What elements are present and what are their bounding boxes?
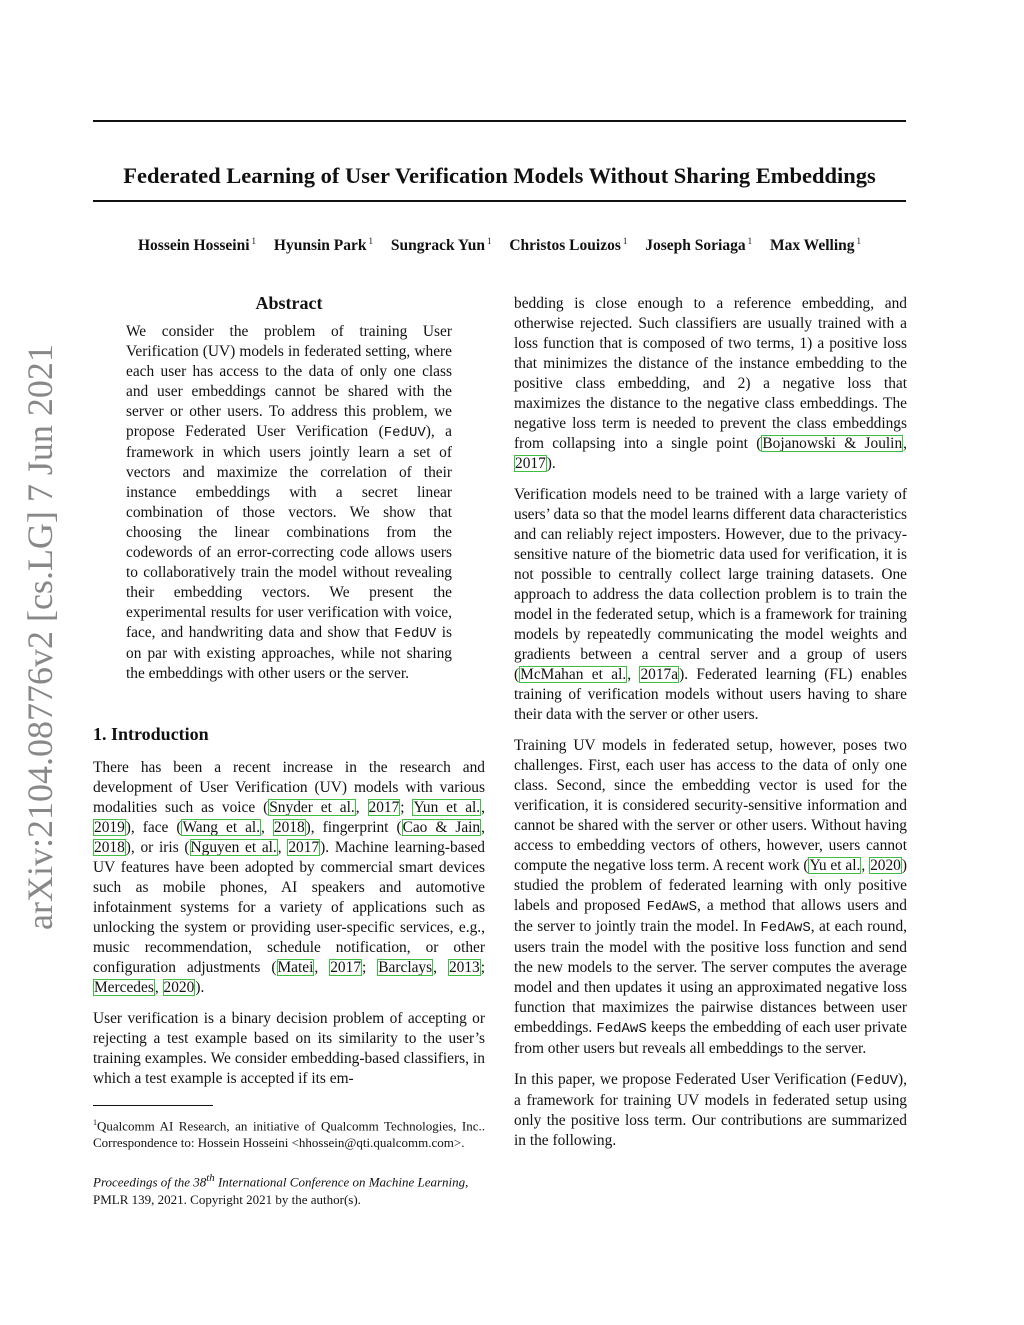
left-column xyxy=(93,290,485,1208)
arxiv-identifier: arXiv:2104.08776v2 [cs.LG] 7 Jun 2021 xyxy=(20,344,60,930)
intro-paragraph: In this paper, we propose Federated User Verification (FedUV), a framework for training UV models in federated setup using only the positive loss term. Our contributions are summarized in the following. xyxy=(514,1071,907,1149)
author-affiliation: 1 xyxy=(747,236,753,246)
citation-link[interactable]: 2017 xyxy=(515,455,546,472)
intro-paragraph: There has been a recent increase in the research and development of User Verification (UV) models with various modalities such as voice (Snyder et al., 2017; Yun et al., 2019), face (Wang et al., 2018), fingerprint (Cao & Jain, 2018), or iris (Nguyen et al., 2017). Machine learning-based UV features have been adopted by commercial smart devices such as mobile phones, AI speakers and automotive infotainment systems for a variety of applications such as unlocking the system or providing user-specific services, e.g., music recommendation, schedule notification, or other configuration adjustments (Matei, 2017; Barclays, 2013; Mercedes, 2020). xyxy=(93,759,486,996)
abstract-text: We consider the problem of training User Verification (UV) models in federated setting, where each user has access to the data of only one class and user embeddings cannot be shared with the server or other users. To address this problem, we propose Federated User Verification (FedUV), a framework in which users jointly learn a set of vectors and maximize the correlation of their instance embeddings with a secret linear combination of those vectors. We show that choosing the linear combinations from the codewords of an error-correcting code allows users to collaboratively train the model without revealing their embedding vectors. We present the experimental results for user verification with voice, face, and handwriting data and show that FedUV is on par with existing approaches, while not sharing the embeddings with other users or the server. xyxy=(126,323,452,682)
paper-title: Federated Learning of User Verification Models Without Sharing Embeddings xyxy=(123,163,876,189)
citation-link[interactable]: 2017 xyxy=(288,839,320,856)
citation-link[interactable]: Snyder et al. xyxy=(269,799,355,816)
author xyxy=(770,237,861,254)
author xyxy=(138,237,256,254)
author-name: Joseph Soriaga xyxy=(645,237,746,254)
footnote: $^1$Qualcomm AI Research, an initiative of Qualcomm Technologies, Inc.. Correspondence to: Hossein Hosseini <hhossein@qti.qualcomm.com>. xyxy=(93,1118,485,1151)
author-affiliation: 1 xyxy=(368,236,374,246)
title-rule-top xyxy=(93,120,906,122)
citation-link[interactable]: 2018 xyxy=(273,819,305,836)
citation-link[interactable]: Wang et al. xyxy=(182,819,261,836)
citation-link[interactable]: Barclays xyxy=(378,959,433,976)
method-name: FedAwS xyxy=(760,920,811,936)
author-name: Sungrack Yun xyxy=(390,237,485,254)
intro-paragraph: Verification models need to be trained with a large variety of users’ data so that the model learns different data characteristics and can reliably reject imposters. However, due to the privacy-sensitive nature of the biometric data used for verification, it is not possible to centrally collect large training datasets. One approach to address the data collection problem is to train the model in the federated setup, which is a framework for training models by repeatedly communicating the model weights and gradients between a central server and a group of users (McMahan et al., 2017a). Federated learning (FL) enables training of verification models without users having to share their data with the server or other users. xyxy=(514,486,908,723)
proceedings-note: Proceedings of the 38th International Conference on Machine Learning, PMLR 139, 2021. Copyright 2021 by the author(s). xyxy=(93,1172,469,1207)
citation-link[interactable]: 2020 xyxy=(870,857,901,874)
citation-link[interactable]: 2020 xyxy=(163,979,195,996)
method-name: FedUV xyxy=(856,1073,899,1089)
author-affiliation: 1 xyxy=(622,236,628,246)
abstract-heading: Abstract xyxy=(255,293,323,313)
method-name: FedAwS xyxy=(596,1021,647,1037)
author xyxy=(274,237,373,254)
author-affiliation: 1 xyxy=(856,236,861,246)
method-name: FedAwS xyxy=(646,899,697,915)
citation-link[interactable]: Bojanowski & Joulin xyxy=(762,435,903,452)
author xyxy=(391,237,492,254)
section-heading-introduction: 1. Introduction xyxy=(93,724,209,744)
author-affiliation: 1 xyxy=(251,236,257,246)
intro-paragraph: Training UV models in federated setup, however, poses two challenges. First, each user has access to the data of only one class. Second, since the embedding vector is used for the verification, it is considered security-sensitive information and cannot be shared with the server or other users. Without having access to embedding vectors of others, however, users cannot compute the negative loss term. A recent work (Yu et al., 2020) studied the problem of federated learning with only positive labels and proposed FedAwS, a method that allows users and the server to jointly train the model. In FedAwS, at each round, users train the model with the positive loss function and send the new models to the server. The server computes the average model and then updates it using an approximated negative loss function that maximizes the pairwise distances between user embeddings. FedAwS keeps the embedding of each user private from other users but reveals all embeddings to the server. xyxy=(514,737,908,1057)
citation-link[interactable]: Matei xyxy=(277,959,314,976)
citation-link[interactable]: Mercedes xyxy=(94,979,154,996)
author xyxy=(645,237,752,254)
intro-paragraph: bedding is close enough to a reference embedding, and otherwise rejected. Such classifiers are usually trained with a loss function that is composed of two terms, 1) a positive loss that minimizes the distance of the instance embedding to the positive class embedding, and 2) a negative loss that maximizes the distance to the negative class embeddings. The negative loss term is needed to prevent the class embeddings from collapsing into a single point (Bojanowski & Joulin, 2017). xyxy=(514,295,907,472)
author-name: Hossein Hosseini xyxy=(137,237,250,254)
method-name: FedUV xyxy=(394,626,437,642)
citation-link[interactable]: Cao & Jain xyxy=(402,819,481,836)
citation-link[interactable]: 2018 xyxy=(94,839,125,856)
right-column xyxy=(514,294,907,1162)
citation-link[interactable]: 2019 xyxy=(94,819,125,836)
citation-link[interactable]: 2017 xyxy=(368,799,400,816)
intro-paragraph: User verification is a binary decision problem of accepting or rejecting a test example based on its similarity to the user’s training examples. We consider embedding-based classifiers, in which a test example is accepted if its em- xyxy=(93,1010,485,1087)
author-name: Max Welling xyxy=(769,237,855,254)
citation-link[interactable]: Yun et al. xyxy=(413,799,481,816)
citation-link[interactable]: 2017a xyxy=(640,666,679,683)
citation-link[interactable]: McMahan et al. xyxy=(520,666,627,683)
author-name: Hyunsin Park xyxy=(273,237,367,254)
author-list xyxy=(93,236,906,255)
author-affiliation: 1 xyxy=(486,236,492,246)
method-name: FedUV xyxy=(383,425,426,441)
title-rule-bottom xyxy=(93,200,906,202)
footnote-mark: 1 xyxy=(93,1118,97,1127)
citation-link[interactable]: 2017 xyxy=(330,959,362,976)
footnote-divider xyxy=(93,1105,213,1106)
author xyxy=(509,237,627,254)
citation-link[interactable]: Nguyen et al. xyxy=(190,839,277,856)
author-name: Christos Louizos xyxy=(509,237,621,254)
citation-link[interactable]: Yu et al. xyxy=(809,857,861,874)
citation-link[interactable]: 2013 xyxy=(448,959,480,976)
